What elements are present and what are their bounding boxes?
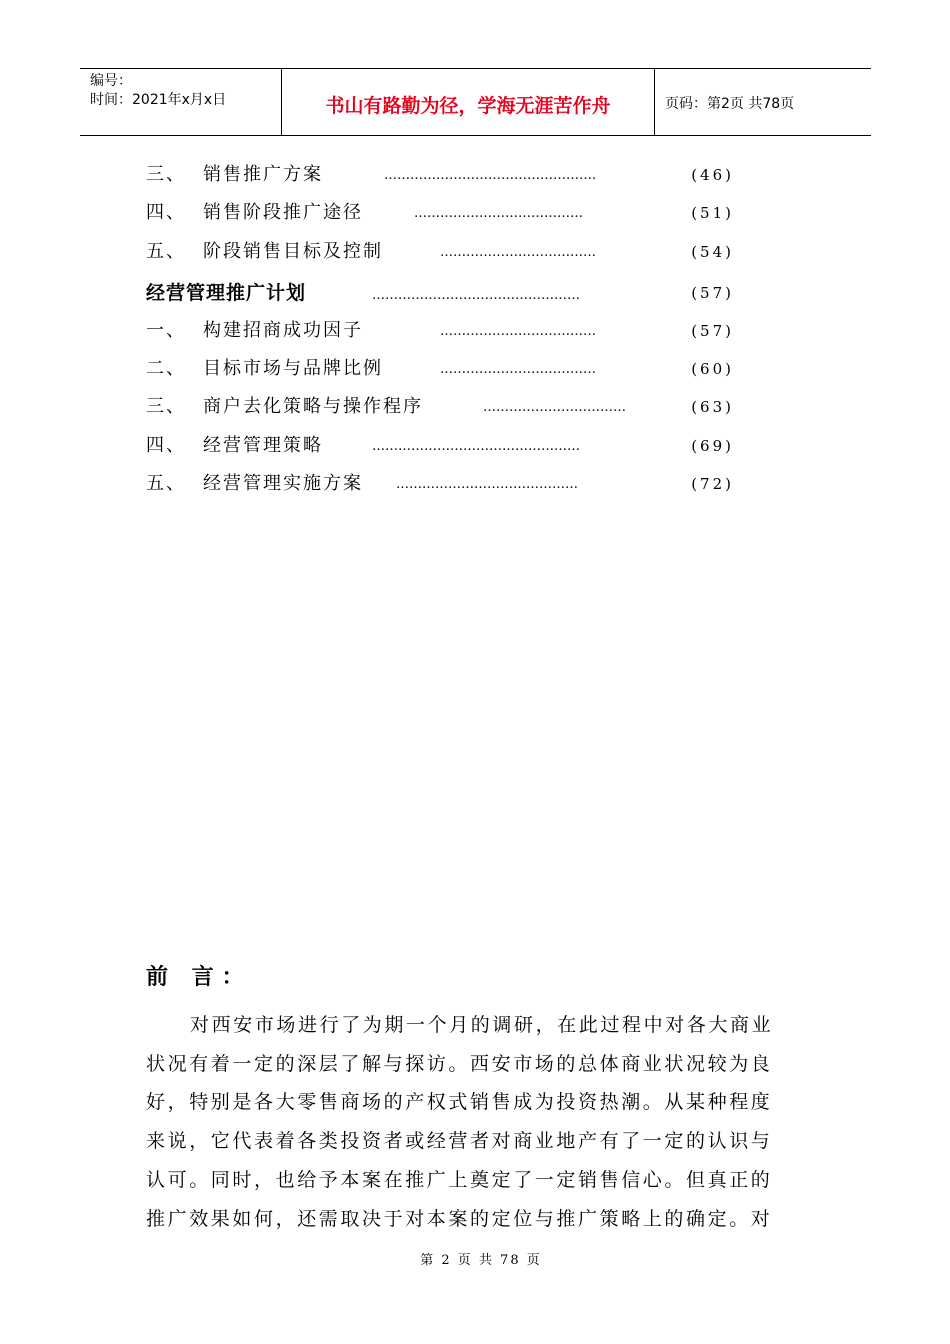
- toc-item[interactable]: [146, 427, 746, 465]
- toc-item-leader: ……………………………: [483, 400, 626, 416]
- header-meta: [80, 69, 282, 135]
- toc-item-page: (57): [691, 321, 734, 340]
- toc-item-number: 一、: [146, 319, 186, 341]
- toc-item-page: (54): [691, 242, 734, 261]
- header-number-label: 编号：: [90, 73, 132, 89]
- toc-item-number: 五、: [146, 240, 186, 262]
- preface-body: [146, 1006, 806, 1238]
- toc-item-page: (72): [691, 475, 734, 494]
- header-page-info: 页码：第2页 共78页: [665, 96, 795, 112]
- toc-item-page: (51): [691, 204, 734, 223]
- toc-item-label: 销售推广方案: [203, 164, 323, 185]
- toc-item-number: 五、: [146, 473, 186, 495]
- table-of-contents: [146, 156, 746, 503]
- page-header: [80, 68, 871, 136]
- preface-title: 前 言：: [146, 965, 252, 990]
- toc-item-leader: …………………………………………: [372, 438, 580, 454]
- preface-line: 推广效果如何，还需取决于对本案的定位与推广策略上的确定。对: [146, 1207, 773, 1230]
- toc-item-page: (69): [691, 436, 734, 455]
- toc-item-label: 构建招商成功因子: [203, 319, 363, 341]
- toc-item-page: (46): [691, 166, 734, 184]
- toc-item-number: 四、: [146, 434, 186, 456]
- toc-item-label: 经营管理策略: [203, 434, 323, 456]
- preface-line: 对西安市场进行了为期一个月的调研，在此过程中对各大商业: [190, 1014, 774, 1036]
- header-time-label: 时间：2021年x月x日: [90, 92, 227, 108]
- toc-item-leader: ………………………………………….: [384, 168, 597, 183]
- preface-line: 好，特别是各大零售商场的产权式销售成为投资热潮。从某种程度: [146, 1091, 773, 1114]
- toc-item[interactable]: [146, 156, 746, 194]
- toc-section-heading[interactable]: [146, 271, 746, 312]
- preface-line: 认可。同时，也给予本案在推广上奠定了一定销售信心。但真正的: [146, 1168, 773, 1191]
- toc-item-label: 阶段销售目标及控制: [203, 240, 383, 262]
- page-footer: 第 2 页 共 78 页: [420, 1253, 542, 1268]
- header-motto: 书山有路勤为径，学海无涯苦作舟: [282, 69, 655, 135]
- toc-item-leader: ………………………………: [440, 323, 596, 339]
- toc-item-label: 销售阶段推广途径: [203, 202, 363, 224]
- toc-item-number: 二、: [146, 358, 186, 380]
- toc-item-leader: …………………………………: [414, 206, 583, 222]
- preface-line: 状况有着一定的深层了解与探访。西安市场的总体商业状况较为良: [146, 1052, 773, 1075]
- toc-item[interactable]: [146, 350, 746, 388]
- toc-item-leader: …………………………………………: [372, 287, 580, 303]
- toc-item-number: 四、: [146, 202, 186, 224]
- toc-item-number: 三、: [146, 164, 186, 185]
- toc-item[interactable]: [146, 465, 746, 503]
- toc-item[interactable]: [146, 388, 746, 426]
- toc-item-leader: ………………………………: [440, 362, 596, 378]
- toc-item[interactable]: [146, 233, 746, 271]
- toc-item-number: 三、: [146, 396, 186, 418]
- toc-item[interactable]: [146, 312, 746, 350]
- toc-item-leader: ………………………………: [440, 244, 596, 260]
- toc-item-label: 经营管理实施方案: [203, 473, 363, 495]
- toc-item[interactable]: [146, 194, 746, 232]
- toc-item-page: (63): [691, 398, 734, 417]
- toc-item-label: 目标市场与品牌比例: [203, 358, 383, 380]
- toc-section-label: 经营管理推广计划: [146, 281, 307, 304]
- toc-item-page: (60): [691, 360, 734, 379]
- toc-item-label: 商户去化策略与操作程序: [203, 396, 423, 418]
- toc-item-page: (57): [691, 283, 734, 302]
- toc-item-leader: ……………………………………: [396, 477, 578, 493]
- preface-line: 来说，它代表着各类投资者或经营者对商业地产有了一定的认识与: [146, 1130, 773, 1153]
